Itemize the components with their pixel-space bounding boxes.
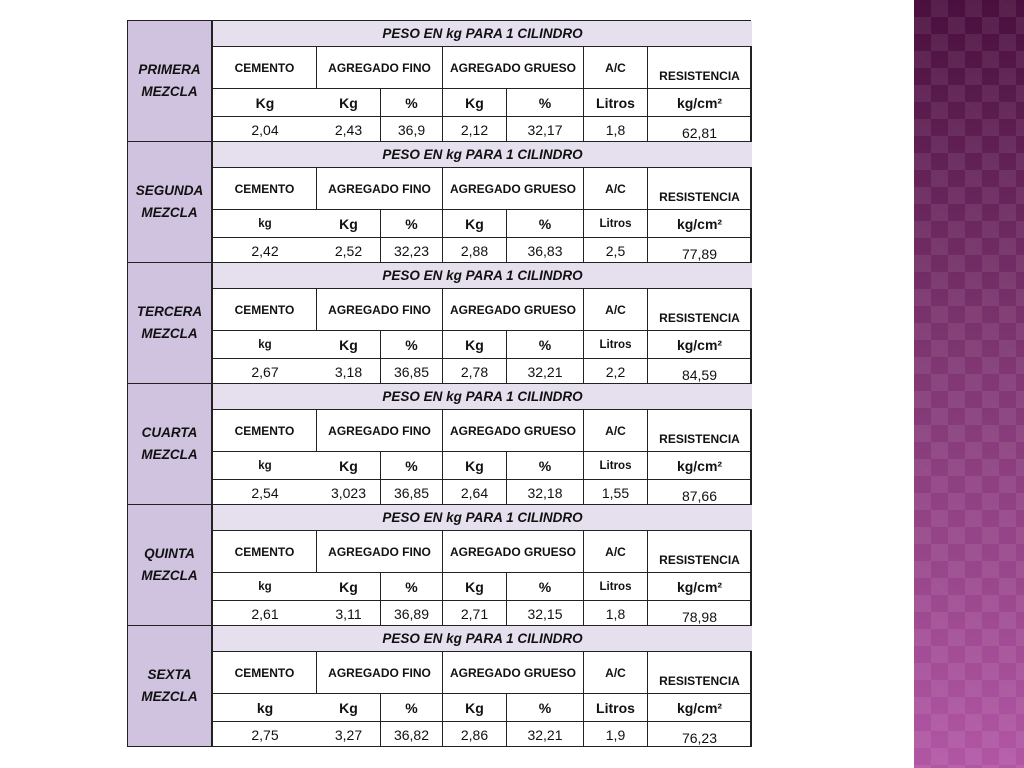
value-fino-kg: 3,27 (317, 722, 381, 747)
unit-resistencia: kg/cm² (648, 694, 752, 722)
mix-label: PRIMERA MEZCLA (128, 21, 213, 141)
cylinder-weight-title: PESO EN kg PARA 1 CILINDRO (213, 142, 752, 168)
ac-header: A/C (584, 531, 648, 573)
value-fino-pct: 36,82 (381, 722, 443, 747)
cylinder-weight-title: PESO EN kg PARA 1 CILINDRO (213, 21, 752, 47)
unit-cemento: kg (213, 331, 317, 359)
cemento-header: CEMENTO (213, 652, 317, 694)
mix-table (127, 141, 751, 262)
unit-fino-kg: Kg (317, 331, 381, 359)
value-grueso-pct: 36,83 (507, 238, 584, 263)
unit-grueso-pct: % (507, 452, 584, 480)
resistencia-header: RESISTENCIA (648, 531, 752, 573)
unit-ac: Litros (584, 452, 648, 480)
value-cemento: 2,75 (251, 726, 279, 743)
ac-header: A/C (584, 47, 648, 89)
mix-grid (213, 263, 750, 383)
unit-ac: Litros (584, 89, 648, 117)
unit-resistencia: kg/cm² (648, 331, 752, 359)
value-fino-kg: 3,023 (317, 480, 381, 505)
unit-cemento: kg (213, 452, 317, 480)
value-cemento: 2,04 (251, 121, 279, 138)
unit-grueso-pct: % (507, 573, 584, 601)
value-resistencia: 77,89 (648, 238, 752, 263)
value-grueso-kg: 2,88 (443, 238, 507, 263)
agregado-grueso-header: AGREGADO GRUESO (443, 410, 584, 452)
unit-fino-pct: % (381, 573, 443, 601)
agregado-grueso-header: AGREGADO GRUESO (443, 168, 584, 210)
unit-grueso-pct: % (507, 331, 584, 359)
mix-table (127, 383, 751, 504)
agregado-fino-header: AGREGADO FINO (317, 168, 443, 210)
unit-fino-pct: % (381, 694, 443, 722)
unit-fino-pct: % (381, 452, 443, 480)
cemento-header: CEMENTO (213, 168, 317, 210)
unit-fino-pct: % (381, 331, 443, 359)
value-ac: 1,8 (584, 601, 648, 626)
agregado-fino-header: AGREGADO FINO (317, 652, 443, 694)
unit-cemento: Kg (213, 89, 317, 117)
cylinder-weight-title: PESO EN kg PARA 1 CILINDRO (213, 263, 752, 289)
unit-resistencia: kg/cm² (648, 89, 752, 117)
value-grueso-kg: 2,71 (443, 601, 507, 626)
mix-table (127, 625, 751, 747)
unit-grueso-kg: Kg (443, 89, 507, 117)
unit-grueso-pct: % (507, 210, 584, 238)
value-ac: 2,2 (584, 359, 648, 384)
mix-grid (213, 21, 750, 141)
value-fino-kg: 3,11 (317, 601, 381, 626)
cemento-header: CEMENTO (213, 289, 317, 331)
agregado-fino-header: AGREGADO FINO (317, 531, 443, 573)
value-fino-pct: 36,85 (381, 480, 443, 505)
value-ac: 2,5 (584, 238, 648, 263)
unit-grueso-kg: Kg (443, 694, 507, 722)
cylinder-weight-title: PESO EN kg PARA 1 CILINDRO (213, 505, 752, 531)
value-cemento: 2,61 (251, 605, 279, 622)
unit-fino-kg: Kg (317, 210, 381, 238)
value-cemento: 2,54 (251, 484, 279, 501)
value-ac: 1,55 (584, 480, 648, 505)
ac-header: A/C (584, 652, 648, 694)
unit-resistencia: kg/cm² (648, 573, 752, 601)
cemento-header: CEMENTO (213, 47, 317, 89)
unit-ac: Litros (584, 694, 648, 722)
value-grueso-pct: 32,17 (507, 117, 584, 142)
unit-grueso-pct: % (507, 694, 584, 722)
unit-ac: Litros (584, 210, 648, 238)
agregado-grueso-header: AGREGADO GRUESO (443, 289, 584, 331)
unit-resistencia: kg/cm² (648, 210, 752, 238)
unit-fino-kg: Kg (317, 89, 381, 117)
mix-label: TERCERA MEZCLA (128, 263, 213, 383)
value-resistencia: 62,81 (648, 117, 752, 142)
value-cemento: 2,42 (251, 242, 279, 259)
value-fino-pct: 36,89 (381, 601, 443, 626)
unit-ac: Litros (584, 331, 648, 359)
value-grueso-kg: 2,86 (443, 722, 507, 747)
value-grueso-kg: 2,78 (443, 359, 507, 384)
mix-grid (213, 505, 750, 625)
resistencia-header: RESISTENCIA (648, 289, 752, 331)
unit-cemento: kg (213, 694, 317, 722)
unit-cemento: kg (213, 573, 317, 601)
unit-cemento: kg (213, 210, 317, 238)
mix-grid (213, 142, 750, 262)
value-fino-kg: 2,43 (317, 117, 381, 142)
unit-fino-kg: Kg (317, 452, 381, 480)
value-resistencia: 84,59 (648, 359, 752, 384)
mix-grid (213, 384, 750, 504)
value-grueso-pct: 32,15 (507, 601, 584, 626)
value-resistencia: 78,98 (648, 601, 752, 626)
mix-label: SEGUNDA MEZCLA (128, 142, 213, 262)
value-grueso-pct: 32,18 (507, 480, 584, 505)
resistencia-header: RESISTENCIA (648, 168, 752, 210)
cylinder-weight-title: PESO EN kg PARA 1 CILINDRO (213, 626, 752, 652)
value-ac: 1,8 (584, 117, 648, 142)
agregado-grueso-header: AGREGADO GRUESO (443, 47, 584, 89)
value-grueso-pct: 32,21 (507, 359, 584, 384)
ac-header: A/C (584, 289, 648, 331)
cemento-header: CEMENTO (213, 531, 317, 573)
value-cemento: 2,67 (251, 363, 279, 380)
value-grueso-kg: 2,64 (443, 480, 507, 505)
ac-header: A/C (584, 410, 648, 452)
value-fino-pct: 36,85 (381, 359, 443, 384)
mix-tables (127, 20, 751, 747)
unit-fino-kg: Kg (317, 573, 381, 601)
unit-grueso-kg: Kg (443, 331, 507, 359)
agregado-fino-header: AGREGADO FINO (317, 47, 443, 89)
value-fino-kg: 2,52 (317, 238, 381, 263)
decorative-side-band (912, 0, 1024, 768)
unit-fino-kg: Kg (317, 694, 381, 722)
value-resistencia: 87,66 (648, 480, 752, 505)
cemento-header: CEMENTO (213, 410, 317, 452)
value-grueso-kg: 2,12 (443, 117, 507, 142)
unit-ac: Litros (584, 573, 648, 601)
mix-grid (213, 626, 750, 746)
mix-table (127, 504, 751, 625)
ac-header: A/C (584, 168, 648, 210)
value-resistencia: 76,23 (648, 722, 752, 747)
agregado-grueso-header: AGREGADO GRUESO (443, 531, 584, 573)
unit-grueso-pct: % (507, 89, 584, 117)
unit-grueso-kg: Kg (443, 452, 507, 480)
resistencia-header: RESISTENCIA (648, 47, 752, 89)
value-ac: 1,9 (584, 722, 648, 747)
mix-label: SEXTA MEZCLA (128, 626, 213, 746)
cylinder-weight-title: PESO EN kg PARA 1 CILINDRO (213, 384, 752, 410)
mix-label: QUINTA MEZCLA (128, 505, 213, 625)
mix-table (127, 262, 751, 383)
unit-fino-pct: % (381, 210, 443, 238)
value-fino-pct: 32,23 (381, 238, 443, 263)
unit-grueso-kg: Kg (443, 210, 507, 238)
unit-fino-pct: % (381, 89, 443, 117)
value-fino-kg: 3,18 (317, 359, 381, 384)
mix-table (127, 20, 751, 141)
mix-label: CUARTA MEZCLA (128, 384, 213, 504)
unit-grueso-kg: Kg (443, 573, 507, 601)
resistencia-header: RESISTENCIA (648, 652, 752, 694)
resistencia-header: RESISTENCIA (648, 410, 752, 452)
agregado-grueso-header: AGREGADO GRUESO (443, 652, 584, 694)
value-grueso-pct: 32,21 (507, 722, 584, 747)
unit-resistencia: kg/cm² (648, 452, 752, 480)
agregado-fino-header: AGREGADO FINO (317, 289, 443, 331)
agregado-fino-header: AGREGADO FINO (317, 410, 443, 452)
value-fino-pct: 36,9 (381, 117, 443, 142)
